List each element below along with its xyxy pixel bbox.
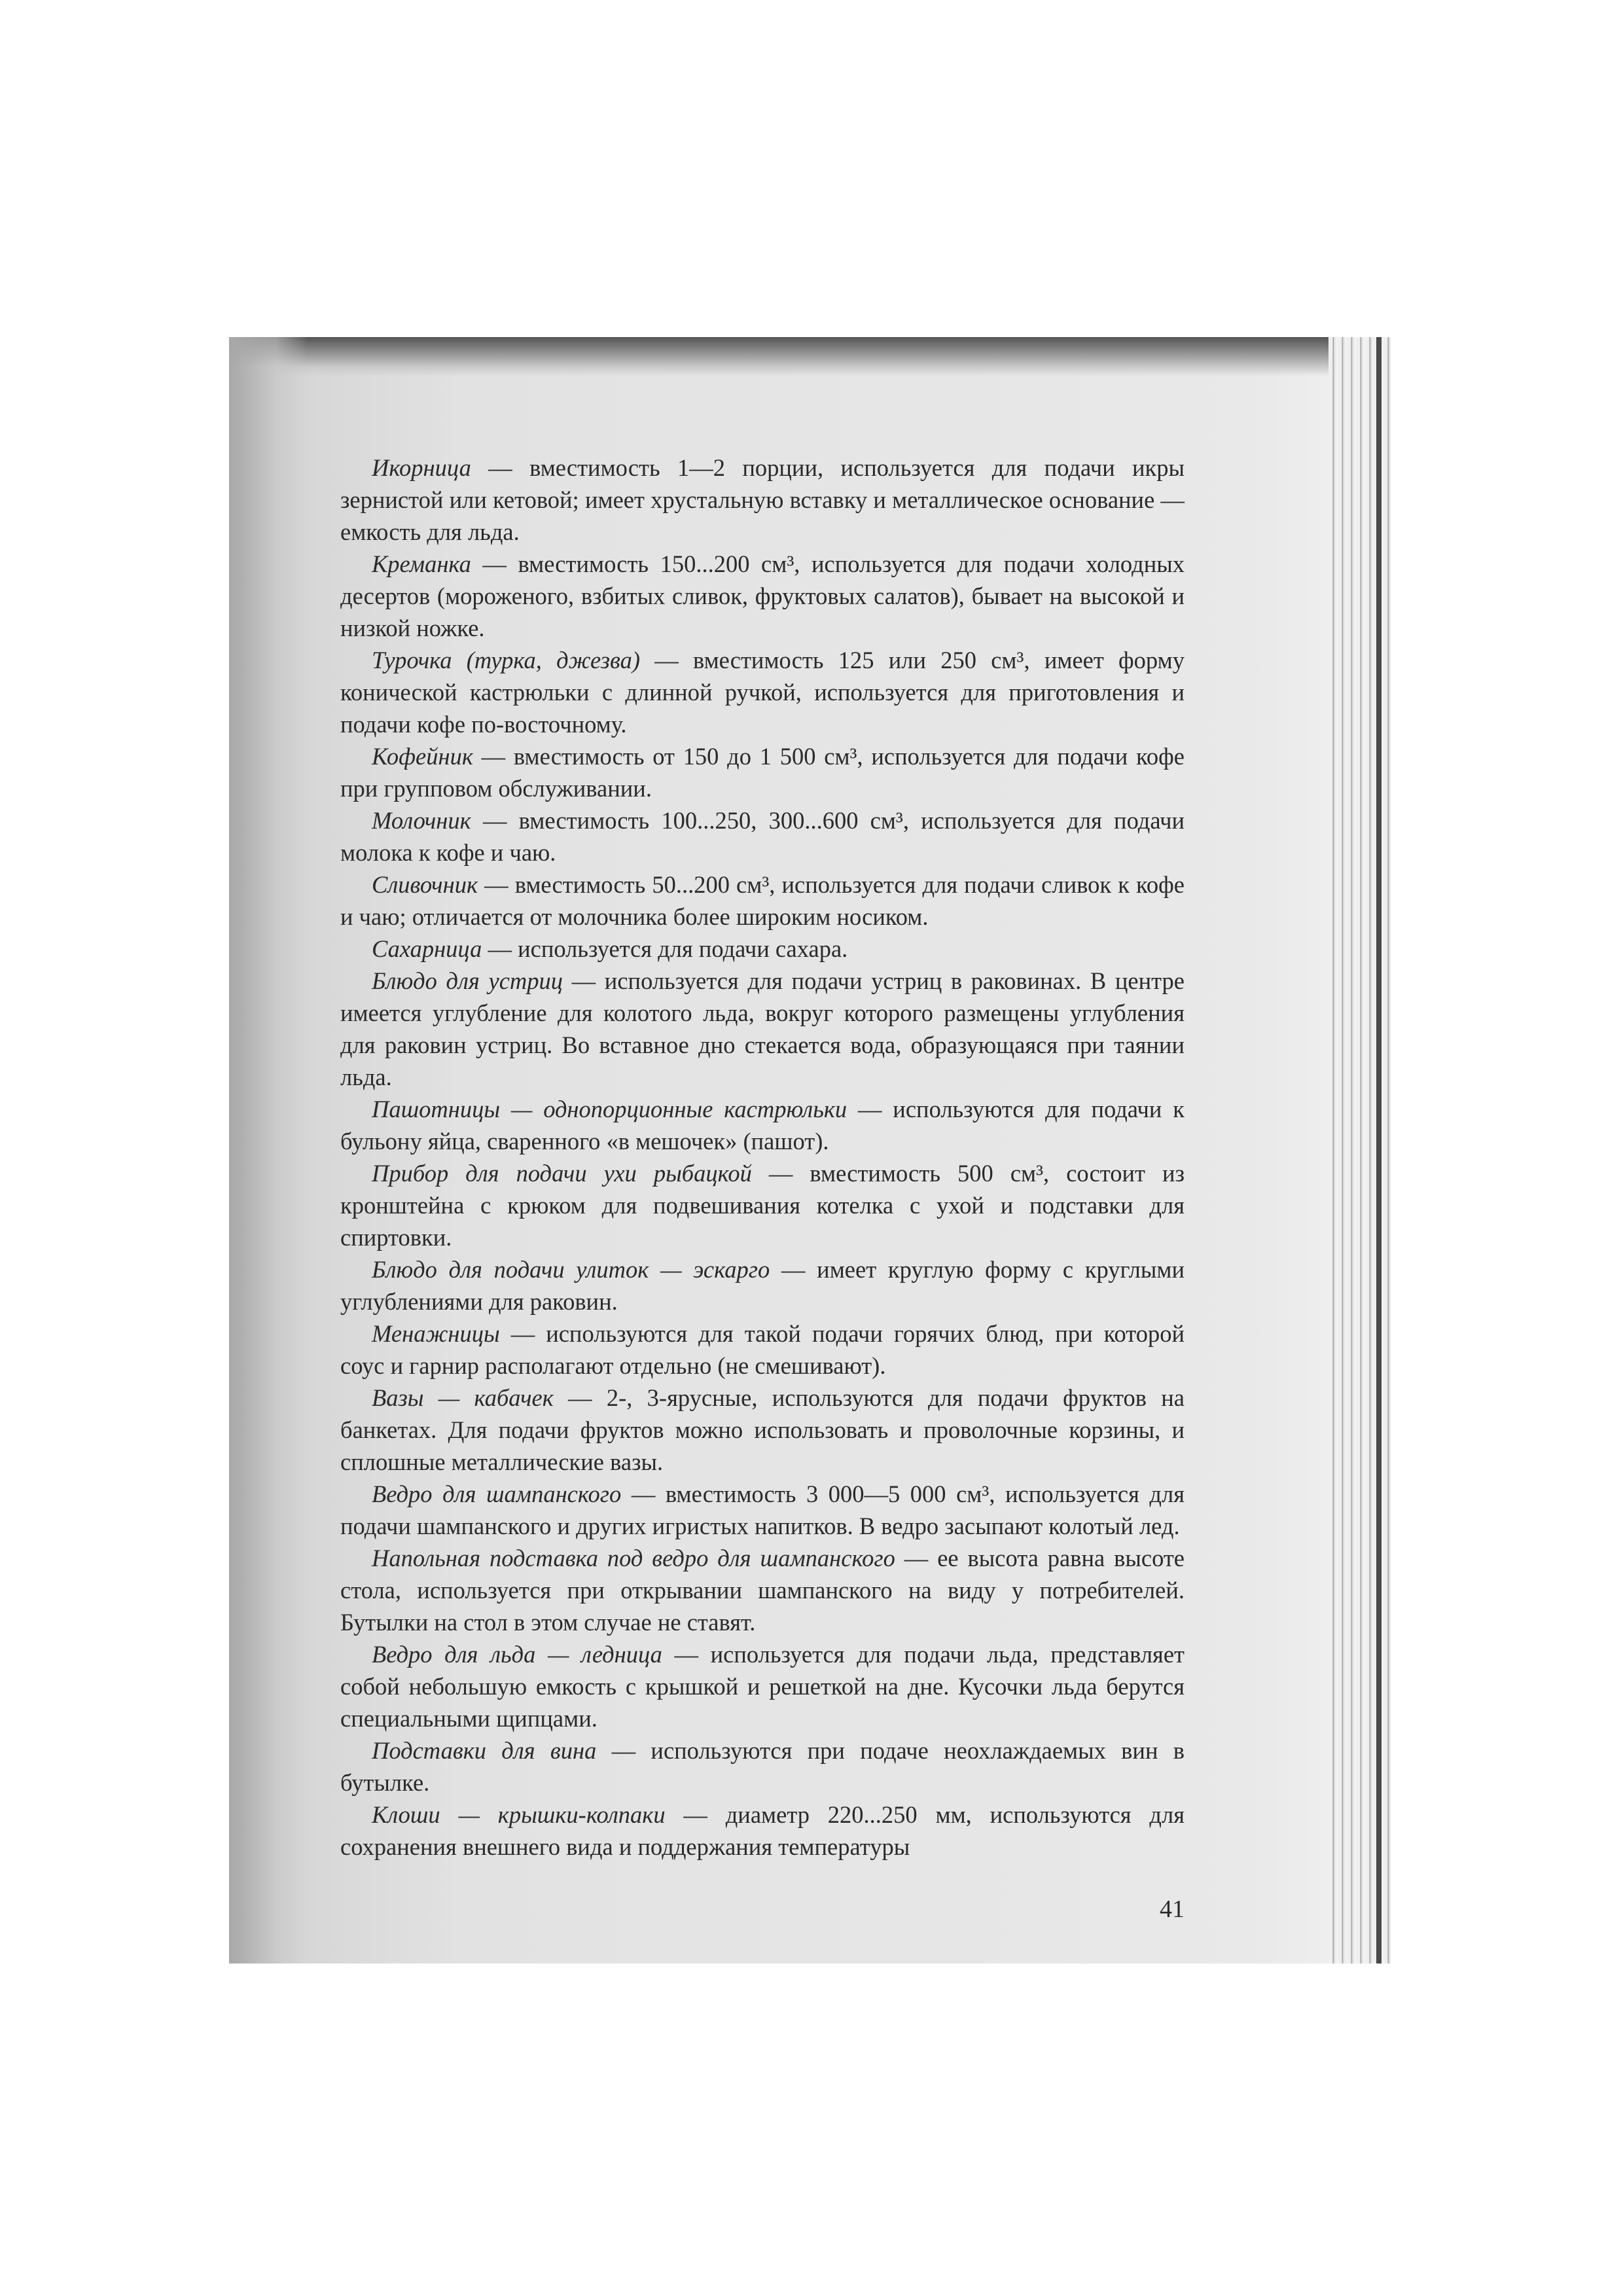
entry-text: — 2-, 3-ярусные, используются для подачи фруктов на банкетах. Для подачи фруктов можно использовать и проволочные корзины, и сплошные металлические вазы.: [340, 1384, 1185, 1475]
entry-term: Пашотницы — однопорционные кастрюльки: [372, 1096, 847, 1122]
entry-ukha-set: [340, 1157, 1185, 1253]
entry-bucket-stand: [340, 1542, 1185, 1638]
entry-text: — вместимость 1—2 порции, используется для подачи икры зернистой или кетовой; имеет хрустальную вставку и металлическое основание — емкость для льда.: [340, 454, 1185, 545]
scanned-page: [229, 337, 1391, 1964]
entry-term: Менажницы: [372, 1320, 500, 1347]
entry-text: — ее высота равна высоте стола, используется при открывании шампанского на виду у потребителей. Бутылки на стол в этом случае не ставят.: [340, 1545, 1185, 1636]
entry-term: Блюдо для подачи улиток — эскарго: [372, 1256, 770, 1283]
entry-term: Кофейник: [372, 743, 473, 770]
entry-ice-bucket: [340, 1638, 1185, 1734]
entry-term: Креманка: [372, 550, 471, 577]
entry-text: — имеет круглую форму с круглыми углублениями для раковин.: [340, 1256, 1185, 1315]
entry-text: — вместимость 150...200 см³, используется для подачи холодных десертов (мороженого, взбитых сливок, фруктовых салатов), бывает на высокой и низкой ножке.: [340, 550, 1185, 641]
entry-text: — вместимость 3 000—5 000 см³, используется для подачи шампанского и других игристых напитков. В ведро засыпают колотый лед.: [340, 1480, 1185, 1539]
entry-text: — вместимость 125 или 250 см³, имеет форму конической кастрюльки с длинной ручкой, используется для приготовления и подачи кофе по-восточному.: [340, 647, 1185, 738]
entry-text: — используются при подаче неохлаждаемых вин в бутылке.: [340, 1737, 1185, 1796]
entry-cloches: [340, 1799, 1185, 1863]
entry-pashotnitsy: [340, 1093, 1185, 1157]
entry-escargot-dish: [340, 1253, 1185, 1318]
entry-oyster-dish: [340, 965, 1185, 1093]
entry-term: Икорница: [372, 454, 471, 481]
entry-text: — вместимость 100...250, 300...600 см³, используется для подачи молока к кофе и чаю.: [340, 807, 1185, 866]
entry-term: Блюдо для устриц: [372, 967, 563, 994]
entry-text: — диаметр 220...250 мм, используются для сохранения внешнего вида и поддержания температуры: [340, 1801, 1185, 1860]
entry-text: — вместимость от 150 до 1 500 см³, используется для подачи кофе при групповом обслуживании.: [340, 743, 1185, 802]
top-shadow: [229, 337, 1391, 376]
entry-turochka: [340, 644, 1185, 740]
body-text: [340, 452, 1185, 1863]
entry-term: Вазы — кабачек: [372, 1384, 554, 1411]
entry-slivochnik: [340, 869, 1185, 933]
left-shadow: [229, 337, 308, 1964]
entry-text: — используется для подачи устриц в раковинах. В центре имеется углубление для колотого льда, вокруг которого размещены углубления для раковин устриц. Во вставное дно стекается вода, образующаяся при таянии льда.: [340, 967, 1185, 1090]
entry-term: Клоши — крышки-колпаки: [372, 1801, 666, 1828]
page-number: 41: [1160, 1895, 1185, 1923]
entry-kremanka: [340, 548, 1185, 644]
entry-term: Молочник: [372, 807, 471, 834]
entry-term: Турочка (турка, джезва): [372, 647, 640, 673]
entry-text: — вместимость 500 см³, состоит из кронштейна с крюком для подвешивания котелка с ухой и подставки для спиртовки.: [340, 1160, 1185, 1251]
entry-term: Ведро для шампанского: [372, 1480, 622, 1507]
entry-sakharnitsa: [340, 933, 1185, 965]
entry-text: — используются для подачи к бульону яйца, сваренного «в мешочек» (пашот).: [340, 1096, 1185, 1155]
entry-wine-stands: [340, 1734, 1185, 1799]
entry-term: Прибор для подачи ухи рыбацкой: [372, 1160, 752, 1187]
entry-text: — используется для подачи сахара.: [482, 935, 848, 962]
entry-kofeynik: [340, 740, 1185, 804]
entry-vazy: [340, 1382, 1185, 1478]
entry-ikornitsa: [340, 452, 1185, 548]
entry-term: Ведро для льда — ледница: [372, 1641, 662, 1668]
entry-term: Сливочник: [372, 871, 478, 898]
entry-text: — вместимость 50...200 см³, используется для подачи сливок к кофе и чаю; отличается от молочника более широким носиком.: [340, 871, 1185, 930]
entry-text: — используются для такой подачи горячих блюд, при которой соус и гарнир располагают отдельно (не смешивают).: [340, 1320, 1185, 1379]
entry-champagne-bucket: [340, 1478, 1185, 1542]
entry-term: Подставки для вина: [372, 1737, 597, 1764]
book-spine-shadow: [1376, 337, 1382, 1964]
entry-molochnik: [340, 804, 1185, 869]
entry-text: — используется для подачи льда, представляет собой небольшую емкость с крышкой и решеткой на дне. Кусочки льда берутся специальными щипцами.: [340, 1641, 1185, 1732]
entry-menazhnitsy: [340, 1318, 1185, 1382]
entry-term: Сахарница: [372, 935, 482, 962]
entry-term: Напольная подставка под ведро для шампанского: [372, 1545, 895, 1571]
